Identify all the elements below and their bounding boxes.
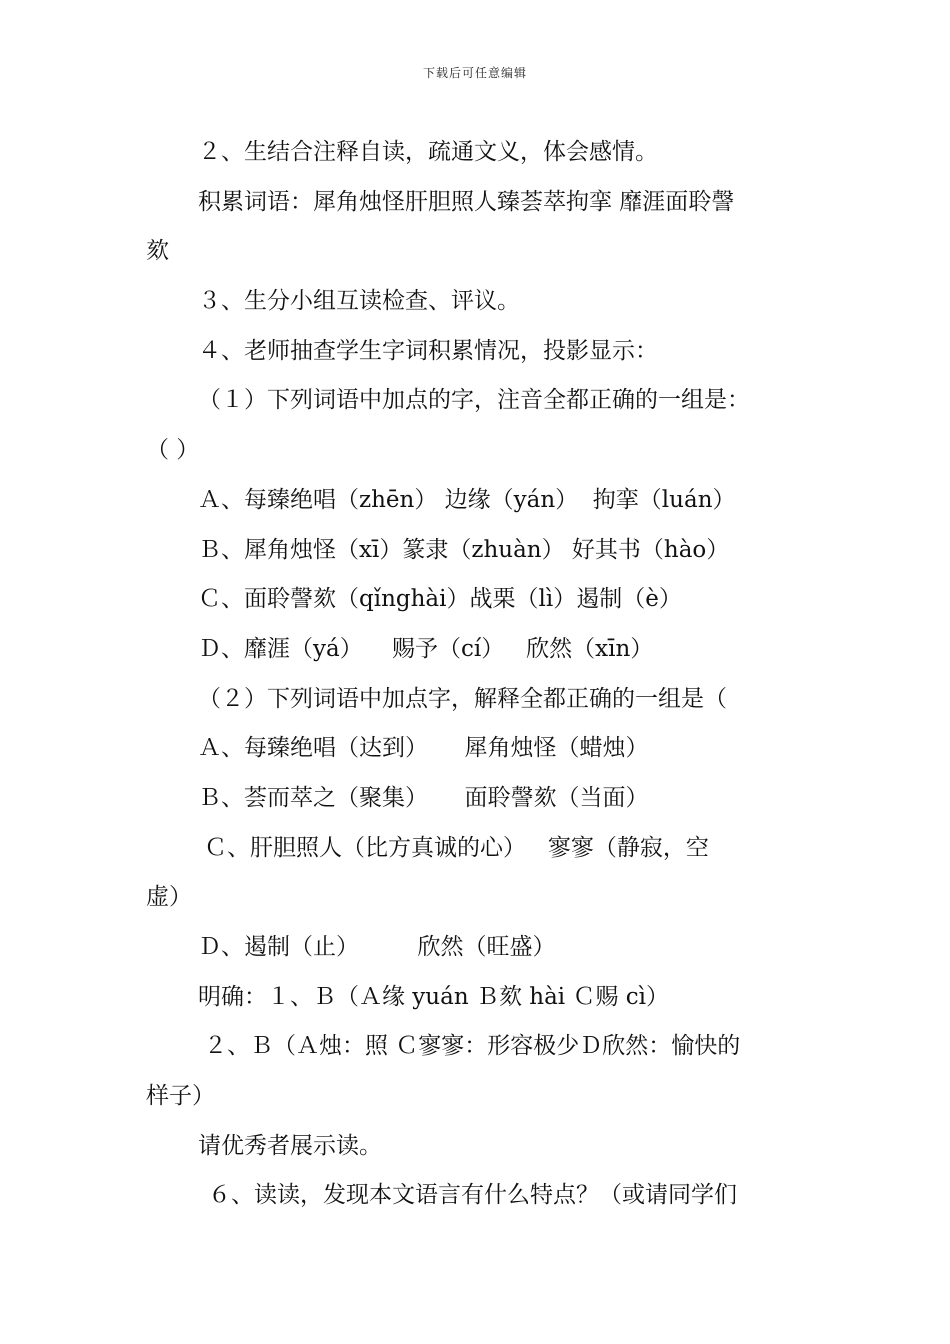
text-line: 欬 <box>146 238 169 265</box>
text-line: Ａ、每臻绝唱（zhēn） 边缘（yán） 拘挛（luán） <box>198 486 736 513</box>
text-line: Ｄ、遏制（止） 欣然（旺盛） <box>198 934 556 960</box>
text-line: 明确：１、Ｂ（Ａ缘 yuán Ｂ欬 hài Ｃ赐 cì） <box>198 983 670 1010</box>
text-line: Ｂ、荟而萃之（聚集） 面聆謦欬（当面） <box>198 784 649 811</box>
text-line: （２）下列词语中加点字，解释全都正确的一组是（ <box>198 685 727 712</box>
document-body <box>146 128 816 1221</box>
text-line: ６、读读，发现本文语言有什么特点？（或请同学们 <box>208 1182 737 1209</box>
text-line: Ｃ、面聆謦欬（qǐnghài）战栗（lì）遏制（è） <box>198 586 682 613</box>
text-line: Ｄ、靡涯（yá） 赐予（cí） 欣然（xīn） <box>198 635 654 662</box>
text-line: Ａ、每臻绝唱（达到） 犀角烛怪（蜡烛） <box>198 735 649 762</box>
text-line: ２、Ｂ（Ａ烛：照 Ｃ寥寥：形容极少Ｄ欣然：愉快的 <box>204 1033 741 1060</box>
text-line: ３、生分小组互读检查、评议。 <box>198 288 520 315</box>
text-line: 积累词语：犀角烛怪肝胆照人臻荟萃拘挛 靡涯面聆謦 <box>198 188 735 215</box>
page-header: 下载后可任意编辑 <box>422 66 527 80</box>
text-line: 样子） <box>146 1083 215 1110</box>
text-line: Ｂ、犀角烛怪（xī）篆隶（zhuàn） 好其书（hào） <box>198 536 730 563</box>
text-line: Ｃ、肝胆照人（比方真诚的心） 寥寥（静寂，空 <box>204 834 709 861</box>
text-line: ２、生结合注释自读，疏通文义，体会感情。 <box>198 139 658 165</box>
text-line: ４、老师抽查学生字词积累情况，投影显示： <box>198 337 658 364</box>
text-line: 虚） <box>146 884 192 911</box>
text-line: （ ） <box>146 437 200 464</box>
text-line: 请优秀者展示读。 <box>198 1132 382 1159</box>
text-line: （１）下列词语中加点的字，注音全都正确的一组是： <box>198 387 750 414</box>
